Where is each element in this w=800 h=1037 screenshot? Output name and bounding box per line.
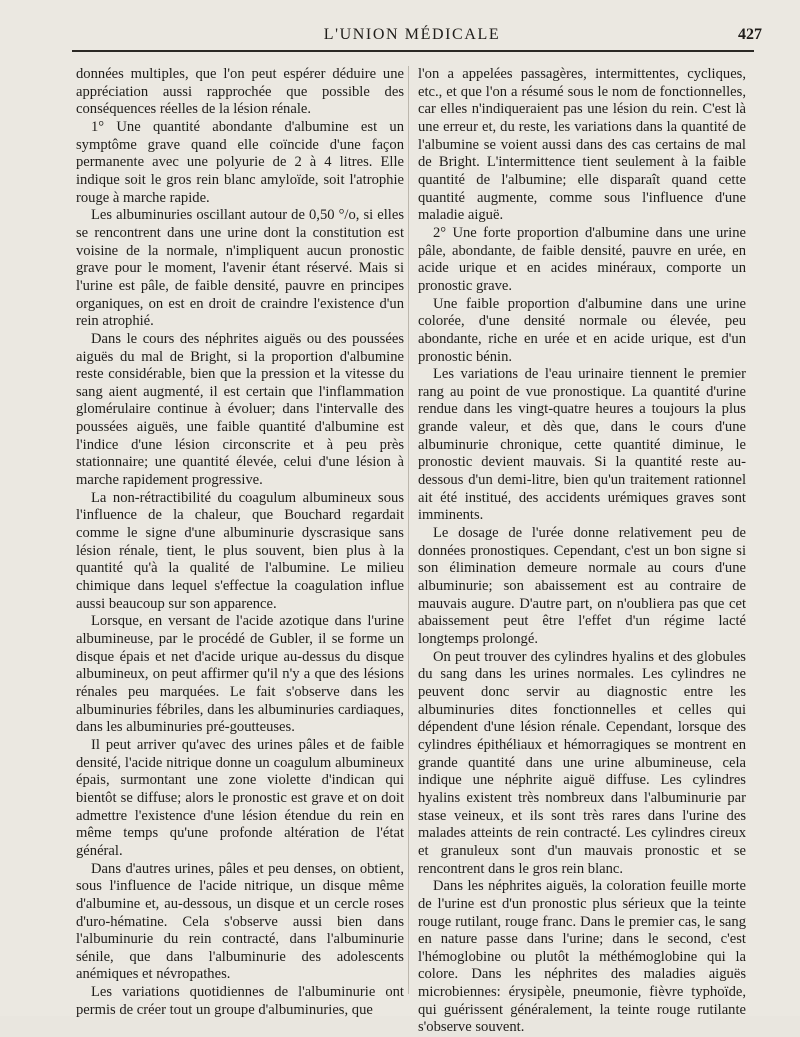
paragraph: Une faible proportion d'albumine dans une urine colorée, d'une densité normale ou élevée, peu abondante, riche en urée et en acide urique, est d'un pronostic bénin. — [418, 295, 746, 365]
paragraph: Les albuminuries oscillant autour de 0,50 °/o, si elles se rencontrent dans une urine dont la constitution est voisine de la normale, n'impliquent aucun pronostic grave pour le moment, l'avenir étant réservé. Mais si l'urine est pâle, de faible densité, pauvre en principes organiques, on est en droit de craindre l'existence d'un rein atrophié. — [76, 207, 404, 330]
running-title: L'UNION MÉDICALE — [323, 26, 501, 43]
paragraph: Le dosage de l'urée donne relativement peu de données pronostiques. Cependant, c'est un bon signe si son élimination demeure normale au cours d'une albuminurie; son abaissement est au contraire de mauvais augure. D'autre part, on n'oubliera pas que cet abaissement peut être l'effet d'un régime lacté longtemps prolongé. — [418, 525, 746, 647]
left-column — [76, 66, 404, 1019]
column-divider — [408, 66, 409, 994]
paragraph: Les variations quotidiennes de l'albuminurie ont permis de créer tout un groupe d'albuminuries, que — [76, 984, 404, 1018]
paragraph: Dans d'autres urines, pâles et peu denses, on obtient, sous l'influence de l'acide nitrique, un disque même d'albumine et, au-dessous, un disque et un cercle roses d'uro-hématine. Cela s'observe aussi bien dans l'albuminurie du rein contracté, dans l'albuminurie sénile, que dans l'albuminurie des adolescents anémiques et névropathes. — [76, 860, 404, 983]
paragraph: l'on a appelées passagères, intermittentes, cycliques, etc., et que l'on a résumé sous le nom de fonctionnelles, car elles n'indiqueraient pas une lésion du rein. C'est là une erreur et, du reste, les variations dans la quantité de l'albumine se voient aussi dans des cas certains de mal de Bright. L'intermittence tient seulement à la faible quantité de l'albumine; elle disparaît quand cette quantité augmente, comme sous l'influence d'une maladie aiguë. — [418, 66, 746, 224]
page-number: 427 — [738, 26, 762, 43]
header-rule — [72, 50, 754, 52]
paragraph: Les variations de l'eau urinaire tiennent le premier rang au point de vue pronostique. La quantité d'urine rendue dans les vingt-quatre heures a toujours la plus grande valeur, et dès que, dans le cours d'une albuminurie chronique, cette quantité diminue, le pronostic devient mauvais. Si la quantité reste au-dessous d'un demi-litre, bien qu'un traitement rationnel ait été institué, des accidents urémiques graves sont imminents. — [418, 366, 746, 524]
right-column — [418, 66, 746, 1037]
paragraph: Il peut arriver qu'avec des urines pâles et de faible densité, l'acide nitrique donne un coagulum albumineux épais, surmontant une zone violette d'indican qui bientôt se diffuse; alors le pronostic est grave et on doit admettre l'existence d'une lésion étendue du rein en même temps qu'une profonde altération de l'état général. — [76, 736, 404, 859]
paragraph: On peut trouver des cylindres hyalins et des globules du sang dans les urines normales. Les cylindres ne peuvent donc servir au diagnostic entre les albuminuries dites fonctionnelles et celles qui dépendent d'une lésion rénale. Cependant, lorsque des cylindres épithéliaux et hémorragiques se montrent en grande quantité dans une urine albumineuse, cela indique une néphrite aiguë diffuse. Les cylindres hyalins existent très nombreux dans l'albuminurie par stase veineux, et ils sont très rares dans l'urine des malades atteints de rein contracté. Les cylindres cireux et granuleux sont d'un mauvais pronostic et se rencontrent dans le gros rein blanc. — [418, 648, 746, 877]
paragraph: Dans les néphrites aiguës, la coloration feuille morte de l'urine est d'un pronostic plus sérieux que la teinte rouge rutilant, rouge franc. Dans le premier cas, le sang en nature passe dans l'urine; dans le second, c'est l'hémoglobine ou plutôt la méthémoglobine qui la colore. Dans les néphrites des maladies aiguës microbiennes: érysipèle, pneumonie, fièvre typhoïde, qui guérissent généralement, la teinte rouge rutilante s'observe souvent. — [418, 878, 746, 1036]
paragraph: données multiples, que l'on peut espérer déduire une appréciation aussi rapprochée que possible des conséquences réelles de la lésion rénale. — [76, 66, 404, 118]
paragraph: Dans le cours des néphrites aiguës ou des poussées aiguës du mal de Bright, si la proportion d'albumine reste considérable, bien que la pression et la vitesse du sang aient augmenté, il est certain que l'inflammation glomérulaire continue à évoluer; dans l'intervalle des poussées aiguës, une faible quantité d'albumine est l'indice d'une lésion circonscrite et à peu près stationnaire; une quantité élevée, celui d'une lésion à marche rapidement progressive. — [76, 330, 404, 489]
paragraph: 1° Une quantité abondante d'albumine est un symptôme grave quand elle coïncide d'une façon permanente avec une polyurie de 2 à 4 litres. Elle indique soit le gros rein blanc amyloïde, soit l'atrophie rouge à marche rapide. — [76, 118, 404, 206]
paragraph: La non-rétractibilité du coagulum albumineux sous l'influence de la chaleur, que Bouchard regardait comme le signe d'une albuminurie dyscrasique sans lésion rénale, tient, le plus souvent, bien plus à la quantité qu'à la qualité de l'albumine. Le milieu chimique dans lequel s'effectue la coagulation influe aussi beaucoup sur son apparence. — [76, 489, 404, 612]
paragraph: Lorsque, en versant de l'acide azotique dans l'urine albumineuse, par le procédé de Gubler, il se forme un disque épais et net d'acide urique au-dessus du disque albumineux, on peut affirmer qu'il n'y a que des lésions rénales peu marquées. Le fait s'observe dans les albuminuries fébriles, dans les albuminuries cardiaques, dans les albuminuries pré-goutteuses. — [76, 613, 404, 736]
page-header — [72, 24, 762, 50]
paragraph: 2° Une forte proportion d'albumine dans une urine pâle, abondante, de faible densité, pauvre en urée, en acide urique et en acides minéraux, comporte un pronostic grave. — [418, 224, 746, 294]
